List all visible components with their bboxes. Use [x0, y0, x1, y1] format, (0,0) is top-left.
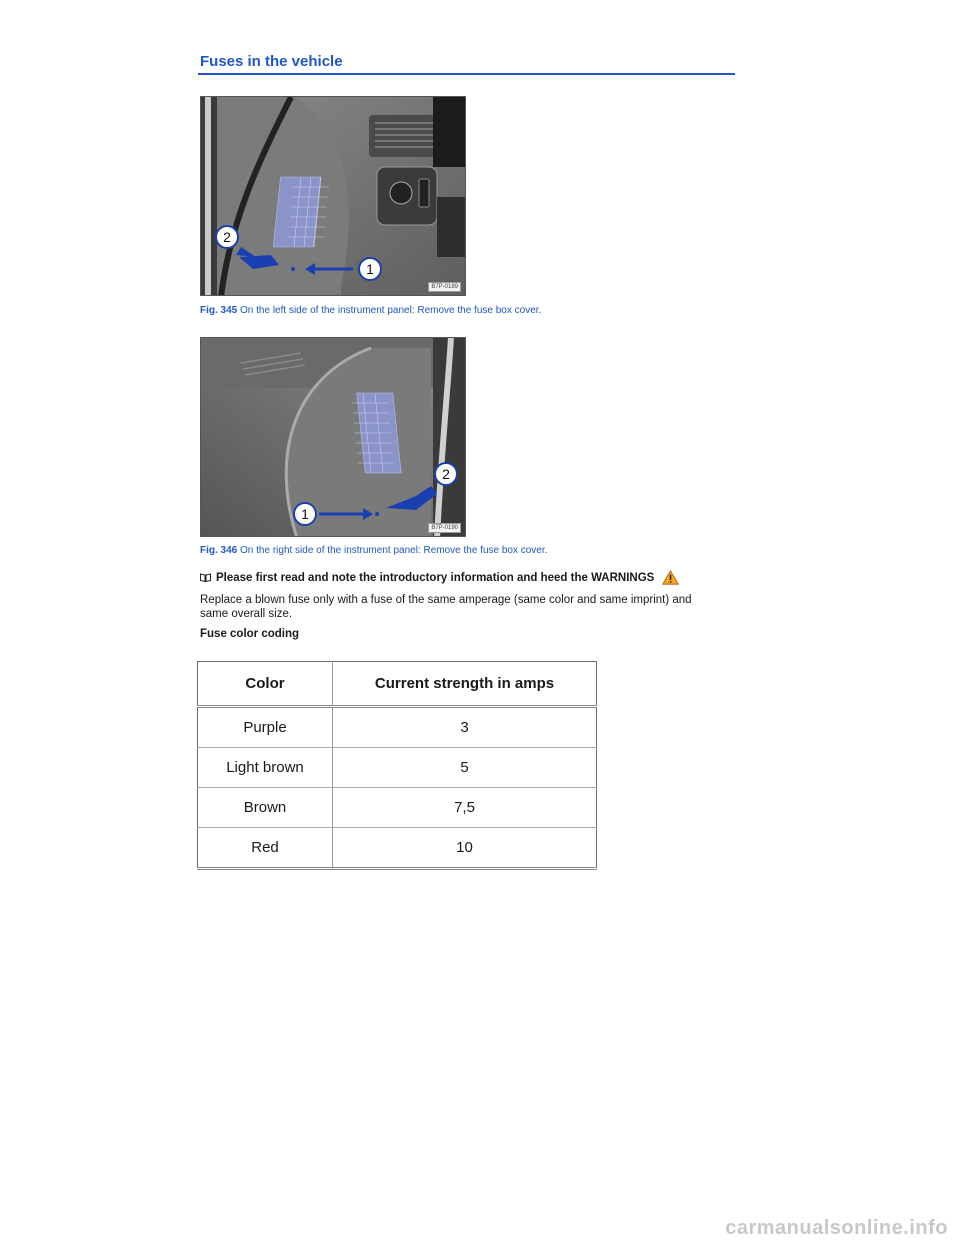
figure-345-illustration [201, 97, 466, 296]
cell-amps: 10 [333, 828, 597, 869]
intro-note-text[interactable]: Please first read and note the introductory information and heed the WARNINGS [216, 571, 655, 584]
replace-fuse-paragraph: Replace a blown fuse only with a fuse of the same amperage (same color and same imprint) and same overall size. [200, 594, 692, 620]
cell-color: Purple [198, 707, 333, 748]
cell-amps: 5 [333, 748, 597, 788]
fuse-color-table [197, 661, 597, 870]
table-row [198, 828, 597, 869]
cell-color: Red [198, 828, 333, 869]
header-color: Color [198, 662, 333, 707]
figure-caption-text: On the right side of the instrument panel: Remove the fuse box cover. [240, 545, 548, 556]
fuse-color-coding-heading: Fuse color coding [200, 628, 300, 640]
figure-caption-text: On the left side of the instrument panel: Remove the fuse box cover. [240, 305, 542, 316]
figure-code: B7P-0190 [428, 523, 461, 533]
callout-1: 1 [301, 506, 309, 522]
table-header-row [198, 662, 597, 707]
table-row [198, 788, 597, 828]
figure-346-illustration [201, 338, 466, 537]
title-rule [198, 73, 735, 75]
page-title: Fuses in the vehicle [200, 53, 343, 70]
warning-triangle-icon[interactable] [662, 570, 679, 585]
book-icon [200, 573, 211, 582]
header-current-strength: Current strength in amps [333, 662, 597, 707]
callout-1: 1 [366, 261, 374, 277]
figure-345-caption [200, 305, 541, 316]
callout-2: 2 [223, 229, 231, 245]
cell-color: Brown [198, 788, 333, 828]
watermark: carmanualsonline.info [725, 1217, 948, 1239]
figure-label: Fig. 346 [200, 545, 238, 556]
intro-note [200, 570, 679, 585]
callout-2: 2 [442, 466, 450, 482]
cell-amps: 7,5 [333, 788, 597, 828]
figure-label: Fig. 345 [200, 305, 238, 316]
figure-345-image [200, 96, 466, 296]
figure-346-caption [200, 545, 547, 556]
cell-color: Light brown [198, 748, 333, 788]
cell-amps: 3 [333, 707, 597, 748]
table-row [198, 707, 597, 748]
figure-code: B7P-0189 [428, 282, 461, 292]
figure-346-image [200, 337, 466, 537]
table-row [198, 748, 597, 788]
